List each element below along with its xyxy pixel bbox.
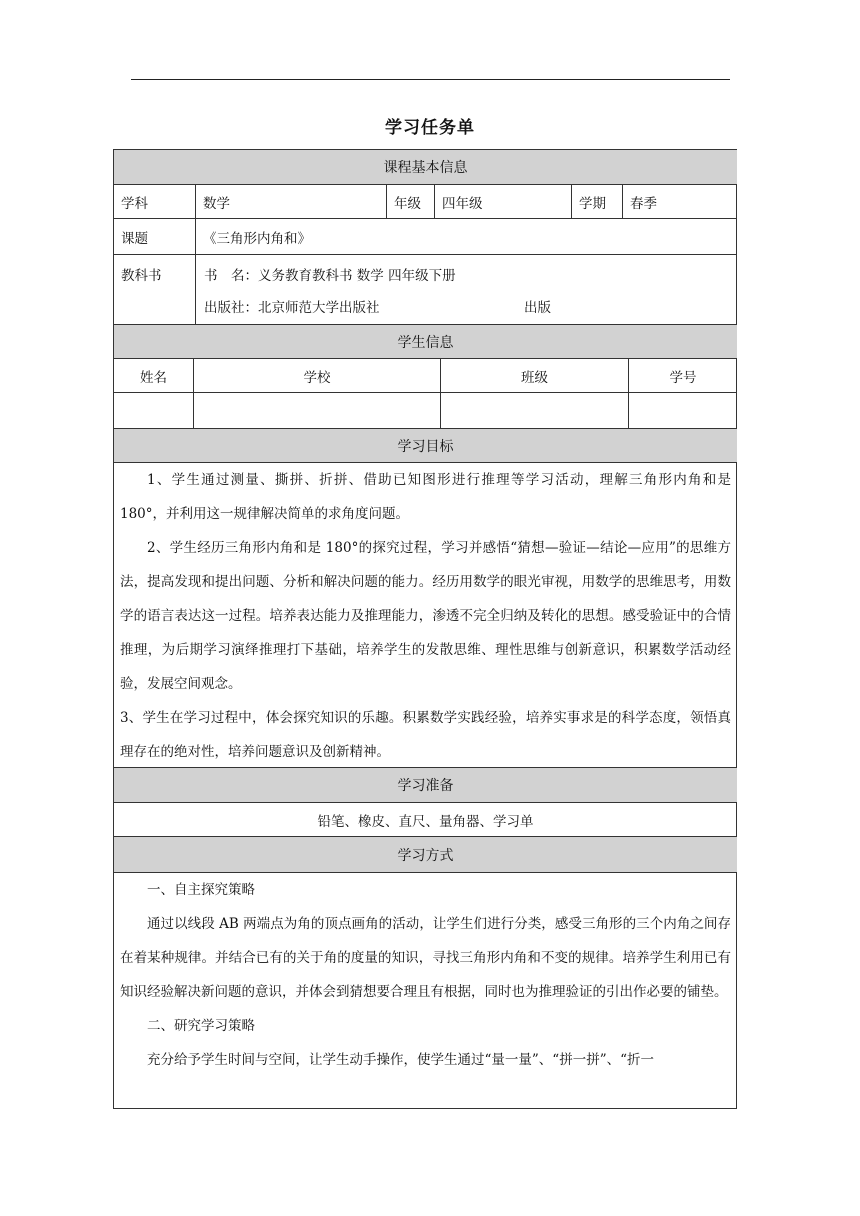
student-id-field[interactable] [628,392,737,428]
grade-value: 四年级 [434,184,571,218]
objectives-body [113,462,737,767]
document-title: 学习任务单 [385,118,475,138]
objective-2: 2、学生经历三角形内角和是 180°的探究过程，学习并感悟“猜想—验证—结论—应用”的思维方法，提高发现和提出问题、分析和解决问题的能力。经历用数学的眼光审视，用数学的思维思考，用数学的语言表达这一过程。培养表达能力及推理能力，渗透不完全归纳及转化的思想。感受验证中的合情推理，为后期学习演绎推理打下基础，培养学生的发散思维、理性思维与创新意识，积累数学活动经验，发展空间观念。 [120,540,731,692]
textbook-label: 教科书 [113,254,195,324]
term-value: 春季 [622,184,737,218]
publish-date: 出版 [524,299,551,316]
name-field[interactable] [113,392,193,428]
objectives-header: 学习目标 [113,428,737,462]
preparation-items: 铅笔、橡皮、直尺、量角器、学习单 [113,802,737,836]
course-info-header: 课程基本信息 [113,149,737,184]
methods-header: 学习方式 [113,836,737,872]
class-field[interactable] [440,392,628,428]
subject-label: 学科 [113,184,195,218]
header-rule [131,79,730,80]
term-label: 学期 [571,184,622,218]
task-table [113,149,737,1109]
methods-body [113,872,737,1109]
method-2-title: 二、研究学习策略 [147,1018,255,1034]
grade-label: 年级 [386,184,434,218]
method-1-title: 一、自主探究策略 [147,882,255,898]
textbook-name: 书 名：义务教育教科书 数学 四年级下册 [204,267,456,284]
col-class: 班级 [440,358,628,392]
textbook-info [195,254,737,324]
objective-1: 1、学生通过测量、撕拼、折拼、借助已知图形进行推理等学习活动，理解三角形内角和是 180°，并利用这一规律解决简单的求角度问题。 [120,472,731,522]
objective-3: 3、学生在学习过程中，体会探究知识的乐趣。积累数学实践经验，培养实事求是的科学态度，领悟真理存在的绝对性，培养问题意识及创新精神。 [120,710,731,760]
topic-label: 课题 [113,218,195,254]
col-student-id: 学号 [628,358,737,392]
col-name: 姓名 [113,358,193,392]
method-2-text: 充分给予学生时间与空间，让学生动手操作，使学生通过“量一量”、“拼一拼”、“折一 [147,1052,655,1068]
subject-value: 数学 [195,184,386,218]
col-school: 学校 [193,358,440,392]
method-1-text: 通过以线段 AB 两端点为角的顶点画角的活动，让学生们进行分类，感受三角形的三个内角之间存在着某种规律。并结合已有的关于角的度量的知识，寻找三角形内角和不变的规律。培养学生利用已有知识经验解决新问题的意识，并体会到猜想要合理且有根据，同时也为推理验证的引出作必要的铺垫。 [120,916,731,1000]
student-info-header: 学生信息 [113,324,737,358]
publisher: 出版社：北京师范大学出版社 [204,299,380,316]
school-field[interactable] [193,392,440,428]
preparation-header: 学习准备 [113,767,737,802]
topic-value: 《三角形内角和》 [195,218,737,254]
